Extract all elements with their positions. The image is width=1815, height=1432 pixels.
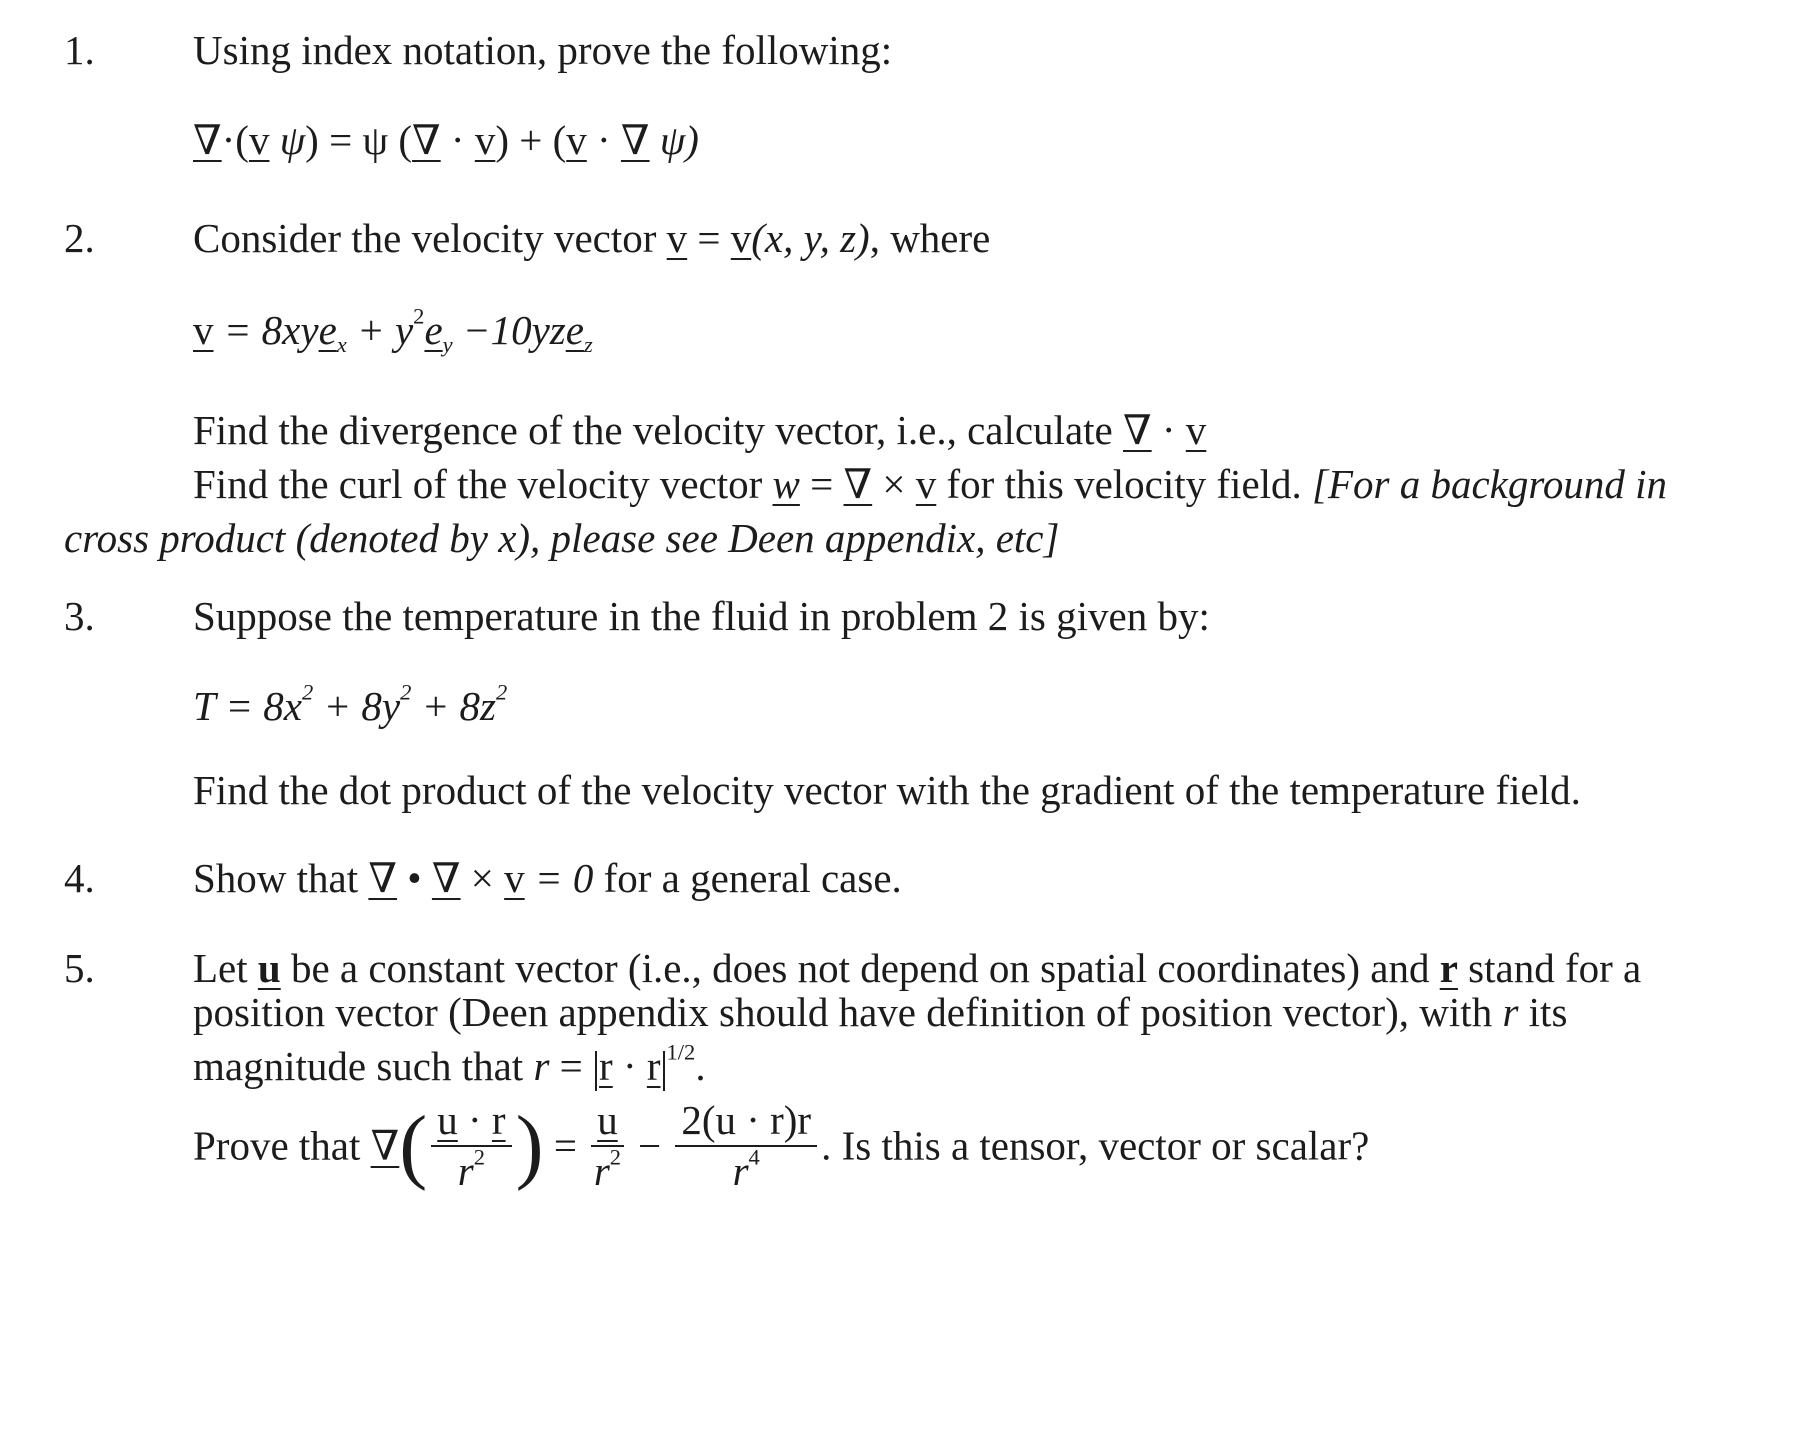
velocity-symbol: v xyxy=(915,461,937,507)
problem-2-divergence xyxy=(193,407,1207,453)
text: = 0 xyxy=(524,855,594,901)
sup: 4 xyxy=(748,1144,760,1170)
text: = xyxy=(549,1043,594,1089)
abs-bar xyxy=(595,1051,597,1091)
eq-part: + 8y xyxy=(313,683,401,729)
bullet-operator: • xyxy=(397,855,432,901)
text: Consider the velocity vector xyxy=(193,215,667,261)
eq-part: = 8xy xyxy=(213,307,319,353)
unit-vector-y: e xyxy=(424,307,443,353)
sup: 2 xyxy=(400,679,412,705)
r-magnitude-symbol: r xyxy=(732,1148,749,1195)
unit-vector-z: e xyxy=(565,307,584,353)
temperature-symbol: T xyxy=(193,683,216,729)
problem-3-question: Find the dot product of the velocity vector with the gradient of the temperature field. xyxy=(193,767,1581,813)
nabla-symbol: ∇ xyxy=(412,117,441,163)
text: stand for a xyxy=(1457,945,1642,991)
velocity-symbol: v xyxy=(1185,407,1207,453)
numerator xyxy=(591,1098,624,1147)
velocity-symbol: v xyxy=(193,307,214,353)
left-paren: ( xyxy=(399,1099,428,1193)
sup: 2 xyxy=(473,1144,486,1170)
problem-5-line-3 xyxy=(193,1039,706,1091)
nabla-symbol: ∇ xyxy=(843,461,873,507)
sup: 1/2 xyxy=(666,1039,696,1065)
sup: 2 xyxy=(413,303,425,329)
text: Prove that xyxy=(193,1122,371,1169)
fraction-u-over-r2 xyxy=(591,1098,624,1194)
eq-part: · xyxy=(440,117,475,163)
denominator xyxy=(591,1144,624,1195)
note-text: [For a background in xyxy=(1312,461,1667,507)
nabla-symbol: ∇ xyxy=(370,1122,400,1169)
text: , where xyxy=(869,215,991,261)
problem-3-equation xyxy=(193,679,508,729)
fraction-2ur-r-over-r4 xyxy=(675,1098,817,1194)
denominator xyxy=(675,1144,817,1195)
velocity-symbol: v xyxy=(474,117,496,163)
nabla-symbol: ∇ xyxy=(620,117,650,163)
u-vector-symbol: u xyxy=(257,945,281,991)
text: × xyxy=(460,855,505,901)
vorticity-symbol: w xyxy=(772,461,800,507)
problem-2-curl xyxy=(193,461,1667,507)
problem-1-number: 1. xyxy=(64,27,95,73)
velocity-symbol: v xyxy=(666,215,688,261)
text: position vector (Deen appendix should have definition of position vector), with xyxy=(193,989,1503,1035)
u-vector-symbol: u xyxy=(437,1097,458,1143)
r-vector-symbol: r xyxy=(1439,945,1458,991)
problem-4-number: 4. xyxy=(64,855,95,901)
sub: z xyxy=(583,331,593,357)
problem-2-note: cross product (denoted by x), please see Deen appendix, etc] xyxy=(64,515,1060,561)
text: · xyxy=(612,1043,647,1089)
text: · xyxy=(457,1097,492,1143)
numerator xyxy=(431,1098,511,1147)
r-magnitude-symbol: r xyxy=(593,1148,610,1195)
r-vector-symbol: r xyxy=(491,1097,506,1143)
sub: y xyxy=(442,331,453,357)
fraction-u-dot-r-over-r2 xyxy=(431,1098,511,1194)
velocity-symbol: v xyxy=(566,117,587,163)
u-vector-symbol: u xyxy=(597,1097,618,1143)
abs-bar xyxy=(663,1051,665,1091)
r-magnitude-symbol: r xyxy=(1502,989,1519,1035)
text: = xyxy=(687,215,731,261)
text: magnitude such that xyxy=(193,1043,534,1089)
text: − xyxy=(627,1122,672,1169)
eq-part: ) = ψ ( xyxy=(305,117,413,163)
problem-4-statement xyxy=(193,855,902,901)
r-vector-symbol: r xyxy=(646,1043,661,1089)
problem-1-equation xyxy=(193,117,699,163)
text: Find the divergence of the velocity vector, i.e., calculate xyxy=(193,407,1123,453)
text: = xyxy=(799,461,844,507)
sup: 2 xyxy=(301,679,314,705)
text: for this velocity field. xyxy=(936,461,1313,507)
eq-part: −10yz xyxy=(452,307,566,353)
problem-5-prove xyxy=(193,1098,1369,1194)
velocity-symbol: v xyxy=(248,117,270,163)
problem-5-number: 5. xyxy=(64,945,95,991)
text: for a general case. xyxy=(593,855,902,901)
text: = xyxy=(543,1122,588,1169)
r-magnitude-symbol: r xyxy=(533,1043,550,1089)
text: Find the curl of the velocity vector xyxy=(193,461,773,507)
right-paren: ) xyxy=(515,1099,544,1193)
problem-3-statement: Suppose the temperature in the fluid in problem 2 is given by: xyxy=(193,593,1210,639)
velocity-symbol: v xyxy=(504,855,525,901)
unit-vector-x: e xyxy=(318,307,337,353)
text: its xyxy=(1518,989,1568,1035)
problem-3-number: 3. xyxy=(64,593,95,639)
eq-part: · xyxy=(586,117,621,163)
eq-part: + 8z xyxy=(411,683,496,729)
problem-2-equation xyxy=(193,303,593,357)
problem-2-statement xyxy=(193,215,991,261)
args: (x, y, z) xyxy=(751,215,870,261)
psi-symbol: ψ) xyxy=(649,117,699,163)
denominator xyxy=(431,1144,511,1195)
text: Let xyxy=(193,945,258,991)
problem-5-line-1 xyxy=(193,945,1642,991)
nabla-symbol: ∇ xyxy=(368,855,398,901)
problem-5-line-2 xyxy=(193,989,1568,1035)
r-magnitude-symbol: r xyxy=(457,1148,474,1195)
eq-part: = 8x xyxy=(215,683,302,729)
text: × xyxy=(872,461,916,507)
text: · xyxy=(1151,407,1186,453)
sub: x xyxy=(336,331,347,357)
sup: 2 xyxy=(496,679,508,705)
numerator: 2(u · r)r xyxy=(675,1098,817,1147)
eq-part: ) + ( xyxy=(495,117,567,163)
text: be a constant vector (i.e., does not depend on spatial coordinates) and xyxy=(280,945,1440,991)
text: . Is this a tensor, vector or scalar? xyxy=(821,1122,1370,1169)
sup: 2 xyxy=(609,1144,622,1170)
problem-2-number: 2. xyxy=(64,215,95,261)
problem-1-statement: Using index notation, prove the following: xyxy=(193,27,893,73)
nabla-symbol: ∇ xyxy=(1123,407,1152,453)
eq-part: ·( xyxy=(221,117,249,163)
text: Show that xyxy=(193,855,369,901)
velocity-symbol: v xyxy=(730,215,752,261)
text: . xyxy=(695,1043,706,1089)
eq-part: + y xyxy=(346,307,414,353)
psi-symbol: ψ xyxy=(269,117,306,163)
nabla-symbol: ∇ xyxy=(193,117,222,163)
r-vector-symbol: r xyxy=(599,1043,613,1089)
nabla-symbol: ∇ xyxy=(431,855,461,901)
